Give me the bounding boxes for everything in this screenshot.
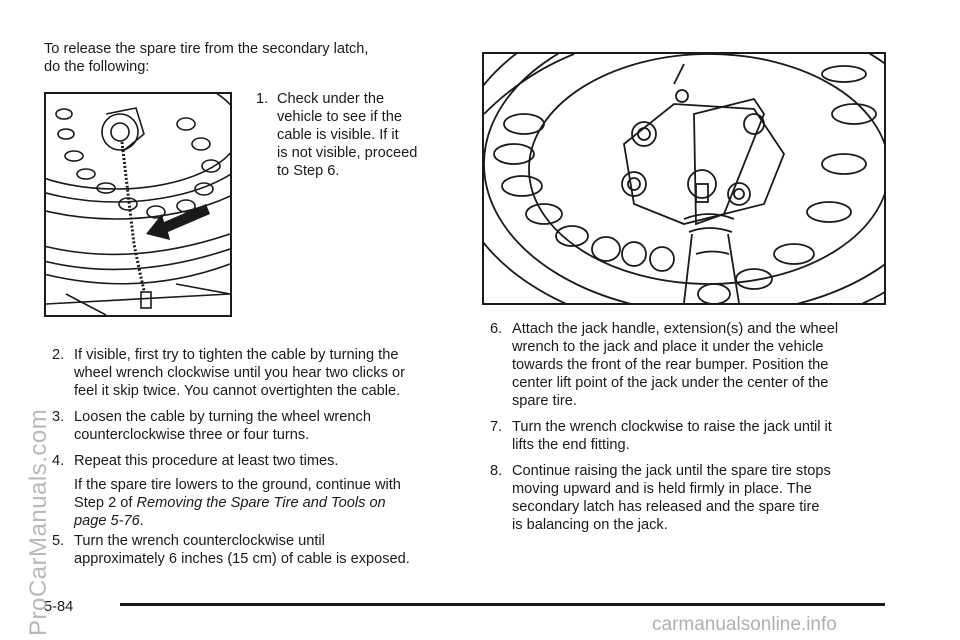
step-line: approximately 6 inches (15 cm) of cable is exposed. (74, 551, 410, 567)
step-number: 1. (256, 91, 269, 107)
step-line: counterclockwise three or four turns. (74, 427, 310, 443)
step-line: lifts the end fitting. (512, 437, 630, 453)
step-line: feel it skip twice. You cannot overtighten the cable. (74, 383, 401, 399)
step-line: Repeat this procedure at least two times. (74, 453, 339, 469)
vertical-watermark: ProCarManuals.com (25, 408, 52, 636)
step-line: cable is visible. If it (277, 127, 399, 143)
cross-reference-link[interactable]: Removing the Spare Tire and Tools on (136, 495, 386, 511)
step-number: 7. (490, 419, 503, 435)
step-number: 3. (52, 409, 65, 425)
step-4-note (74, 476, 474, 530)
step-line: vehicle to see if the (277, 109, 402, 125)
step-number: 5. (52, 533, 65, 549)
intro-line-2: do the following: (44, 59, 150, 75)
jack-illustration (484, 54, 884, 303)
step-number: 2. (52, 347, 65, 363)
intro-paragraph (44, 40, 368, 76)
intro-line-1: To release the spare tire from the secondary latch, (44, 41, 369, 57)
step-line: Turn the wrench clockwise to raise the jack until it (512, 419, 832, 435)
footer-site-watermark: carmanualsonline.info (652, 614, 837, 635)
page-number: 5-84 (44, 599, 74, 615)
footer-rule (120, 603, 885, 606)
step-line: Check under the (277, 91, 385, 107)
step-line: wheel wrench clockwise until you hear two clicks or (74, 365, 405, 381)
figure-cable-under-tire (44, 92, 232, 317)
cable-illustration (46, 94, 230, 315)
step-line: Continue raising the jack until the spare tire stops (512, 463, 831, 479)
step-line: secondary latch has released and the spare tire (512, 499, 820, 515)
step-line: spare tire. (512, 393, 577, 409)
step-number: 4. (52, 453, 65, 469)
step-line: is balancing on the jack. (512, 517, 668, 533)
step-line: towards the front of the rear bumper. Position the (512, 357, 829, 373)
step-number: 6. (490, 321, 503, 337)
step-line: Loosen the cable by turning the wheel wrench (74, 409, 371, 425)
figure-jack-under-tire (482, 52, 886, 305)
step-number: 8. (490, 463, 503, 479)
step-line: If visible, first try to tighten the cable by turning the (74, 347, 399, 363)
note-line: If the spare tire lowers to the ground, continue with (74, 477, 401, 493)
step-line: Turn the wrench counterclockwise until (74, 533, 325, 549)
step-line: moving upward and is held firmly in place. The (512, 481, 812, 497)
note-text: . (139, 513, 144, 529)
step-line: wrench to the jack and place it under the vehicle (512, 339, 824, 355)
step-line: Attach the jack handle, extension(s) and the wheel (512, 321, 839, 337)
note-text: Step 2 of (74, 495, 137, 511)
step-line: is not visible, proceed (277, 145, 418, 161)
step-line: to Step 6. (277, 163, 340, 179)
cross-reference-page[interactable]: page 5-76 (74, 513, 140, 529)
step-line: center lift point of the jack under the center of the (512, 375, 829, 391)
